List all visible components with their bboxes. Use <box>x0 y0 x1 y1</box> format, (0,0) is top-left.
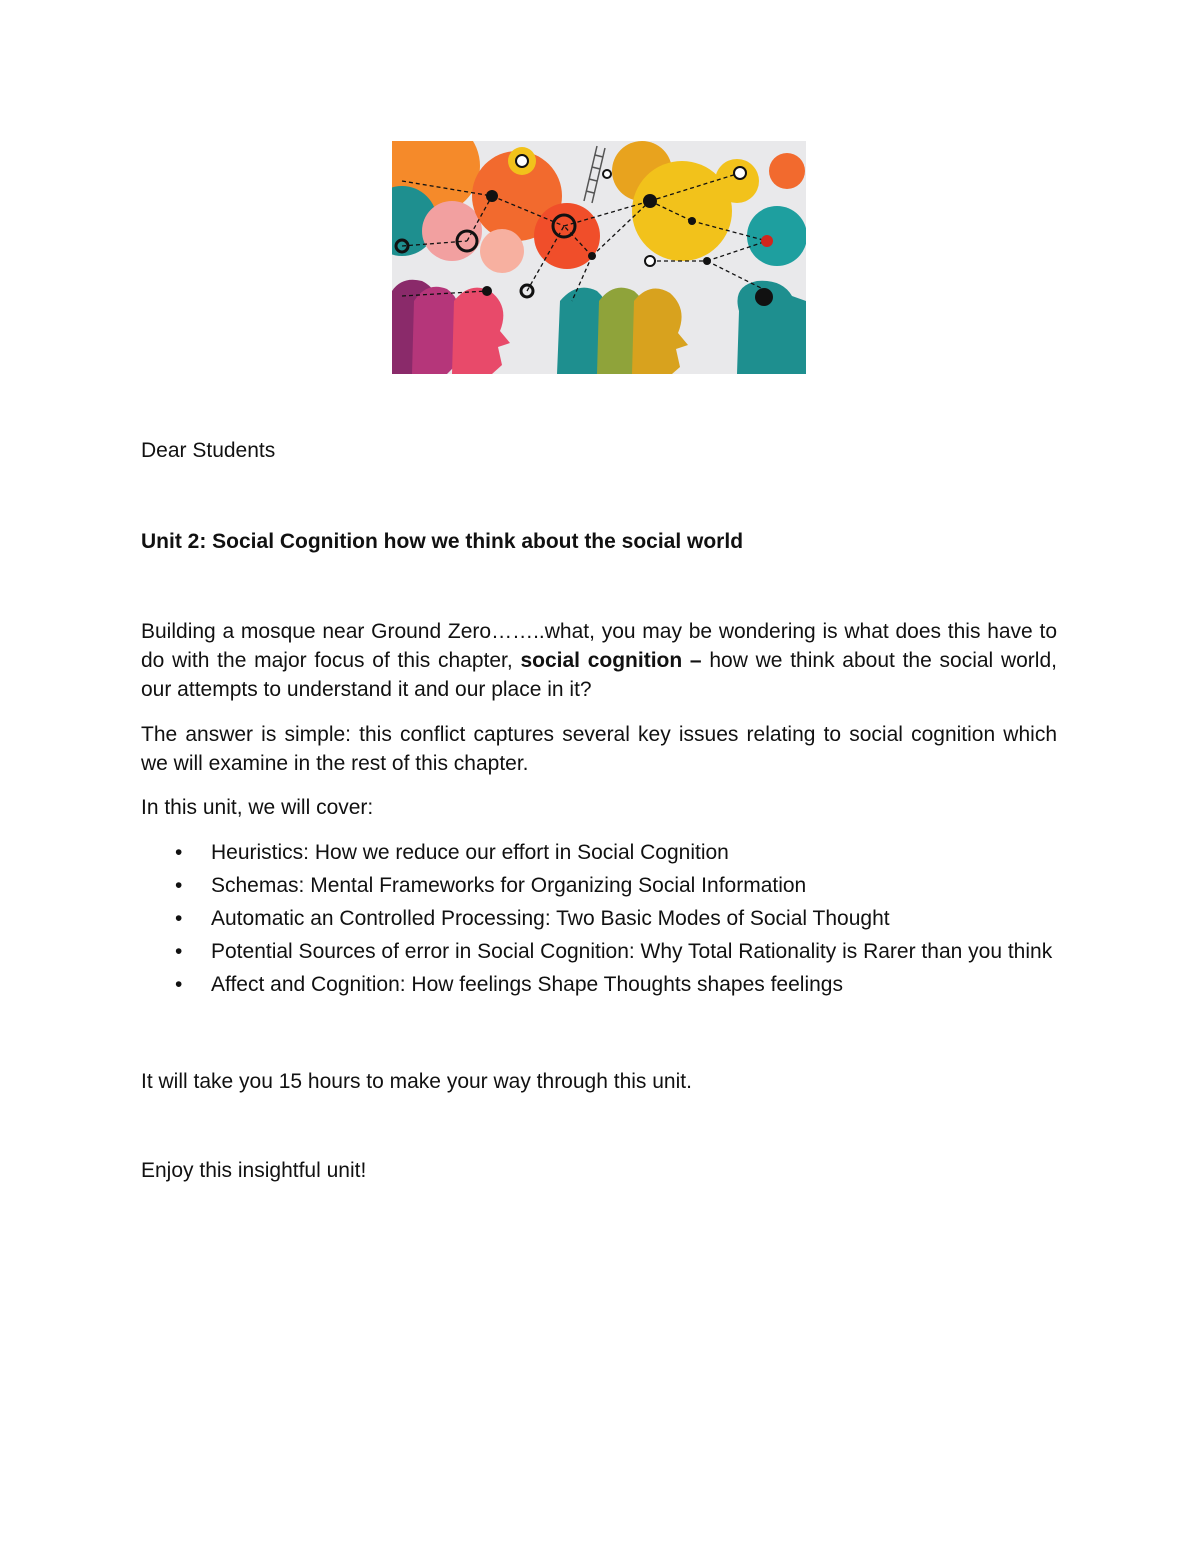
social-network-heads-illustration <box>392 141 806 374</box>
topic-text: Schemas: Mental Frameworks for Organizing Social Information <box>211 874 807 897</box>
unit-title: Unit 2: Social Cognition how we think about the social world <box>141 530 744 553</box>
bullet-icon: • <box>175 973 183 996</box>
intro-text-bold: social cognition – <box>520 649 702 672</box>
list-item <box>141 838 1057 867</box>
intro-paragraph <box>141 617 1057 704</box>
topic-list <box>141 838 1057 1003</box>
intro-text-start: Building a mosque near Ground Zero……..what, you may be wondering is what does this have to do with the major focus of this chapter, <box>141 620 1057 672</box>
bullet-icon: • <box>175 907 183 930</box>
bullet-icon: • <box>175 874 183 897</box>
bullet-icon: • <box>175 940 183 963</box>
topic-text: Automatic an Controlled Processing: Two Basic Modes of Social Thought <box>211 907 890 930</box>
cover-intro: In this unit, we will cover: <box>141 796 374 819</box>
list-item <box>141 970 1057 999</box>
bullet-icon: • <box>175 841 183 864</box>
greeting: Dear Students <box>141 439 276 462</box>
topic-text: Affect and Cognition: How feelings Shape Thoughts shapes feelings <box>211 973 843 996</box>
closing-line: Enjoy this insightful unit! <box>141 1159 367 1182</box>
topic-text: Potential Sources of error in Social Cognition: Why Total Rationality is Rarer than you think <box>211 940 1053 963</box>
duration-note: It will take you 15 hours to make your way through this unit. <box>141 1070 692 1093</box>
list-item <box>141 937 1057 966</box>
topic-text: Heuristics: How we reduce our effort in Social Cognition <box>211 841 729 864</box>
intro-text-end: how we think about the social world, our attempts to understand it and our place in it? <box>141 649 1057 701</box>
list-item <box>141 871 1057 900</box>
list-item <box>141 904 1057 933</box>
answer-paragraph: The answer is simple: this conflict captures several key issues relating to social cognition which we will examine in the rest of this chapter. <box>141 723 1057 775</box>
